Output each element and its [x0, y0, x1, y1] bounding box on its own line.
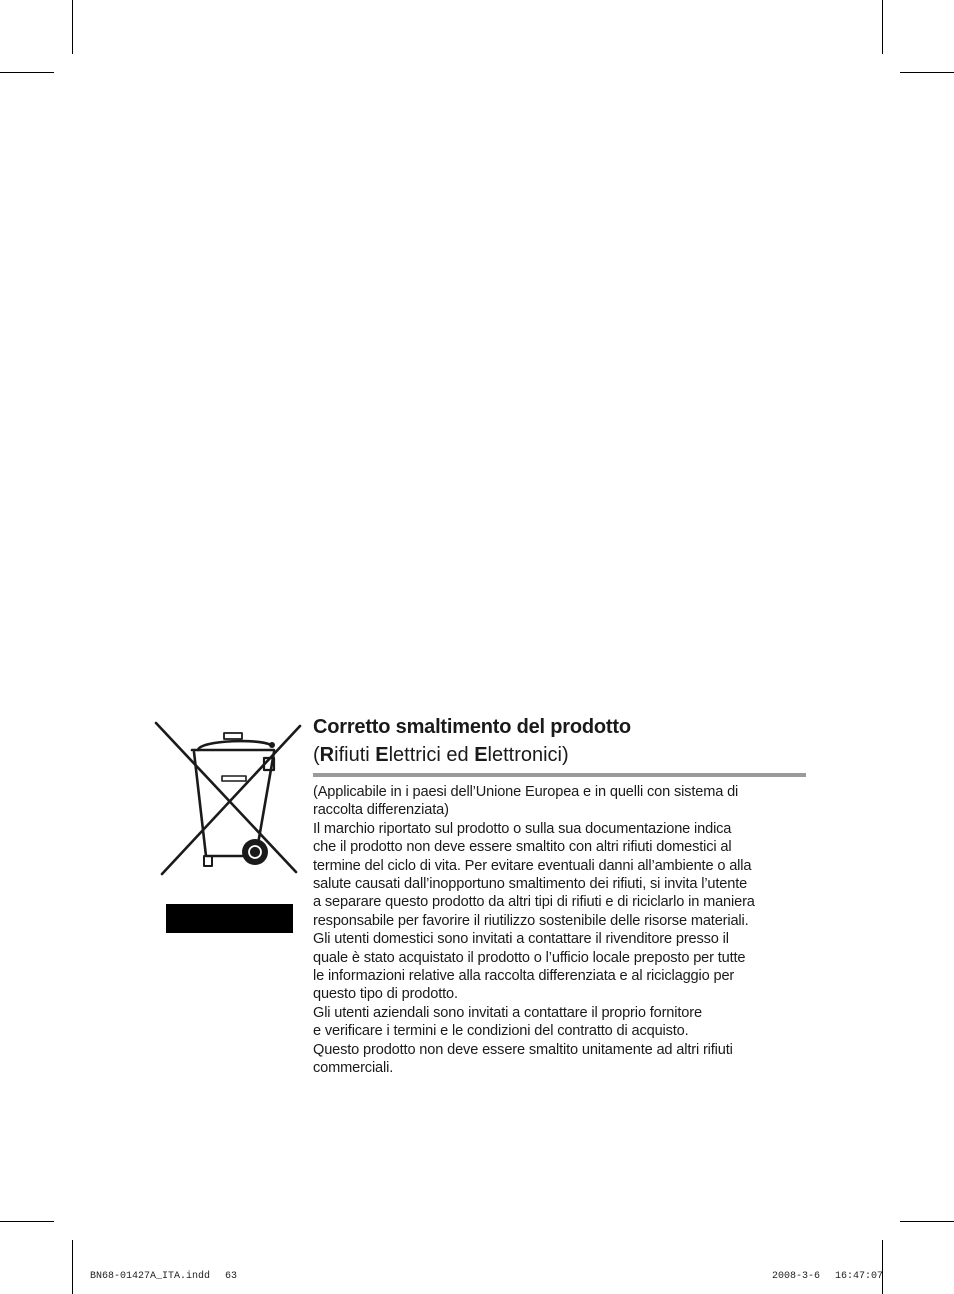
- crop-mark: [0, 1221, 54, 1222]
- crossed-out-wheelie-bin-icon: [154, 720, 304, 878]
- crop-mark: [72, 0, 73, 54]
- title-line-1: Corretto smaltimento del prodotto: [313, 716, 631, 738]
- text-line: quale è stato acquistato il prodotto o l’ufficio locale preposto per tutte: [313, 949, 746, 966]
- text-line: commerciali.: [313, 1060, 394, 1077]
- text-line: termine del ciclo di vita. Per evitare eventuali danni all’ambiente o alla: [313, 857, 752, 874]
- text-line: responsabile per favorire il riutilizzo sostenibile delle risorse materiali.: [313, 912, 749, 929]
- text-line: Gli utenti domestici sono invitati a contattare il rivenditore presso il: [313, 931, 729, 948]
- crop-mark: [900, 1221, 954, 1222]
- text-line: e verificare i termini e le condizioni del contratto di acquisto.: [313, 1023, 689, 1040]
- text-line: Il marchio riportato sul prodotto o sulla sua documentazione indica: [313, 820, 732, 837]
- text-line: salute causati dall’inopportuno smaltimento dei rifiuti, si invita l’utente: [313, 876, 748, 893]
- solid-black-bar: [166, 904, 293, 933]
- text-line: Questo prodotto non deve essere smaltito unitamente ad altri rifiuti: [313, 1041, 733, 1058]
- text-line: raccolta differenziata): [313, 802, 449, 819]
- title-line-2: (Rifiuti Elettrici ed Elettronici): [313, 744, 569, 766]
- text-line: Gli utenti aziendali sono invitati a contattare il proprio fornitore: [313, 1004, 702, 1021]
- text-line: (Applicabile in i paesi dell’Unione Europea e in quelli con sistema di: [313, 784, 739, 800]
- crop-mark: [900, 72, 954, 73]
- text-line: questo tipo di prodotto.: [313, 986, 458, 1003]
- body-paragraph: [313, 783, 808, 1078]
- slug-filename: BN68-01427A_ITA.indd: [90, 1271, 211, 1282]
- text-line: a separare questo prodotto da altri tipi di rifiuti e di riciclarlo in maniera: [313, 894, 755, 911]
- slug-time: 16:47:07: [835, 1271, 884, 1282]
- crop-mark: [882, 0, 883, 54]
- crop-mark: [882, 1240, 883, 1294]
- crop-mark: [0, 72, 54, 73]
- heading-rule: [313, 773, 806, 777]
- slug-date: 2008-3-6: [772, 1271, 821, 1282]
- text-line: le informazioni relative alla raccolta differenziata e al riciclaggio per: [313, 968, 735, 985]
- crop-mark: [72, 1240, 73, 1294]
- section-title: [313, 713, 813, 769]
- text-line: che il prodotto non deve essere smaltito con altri rifiuti domestici al: [313, 839, 732, 856]
- slug-page: 63: [225, 1271, 238, 1282]
